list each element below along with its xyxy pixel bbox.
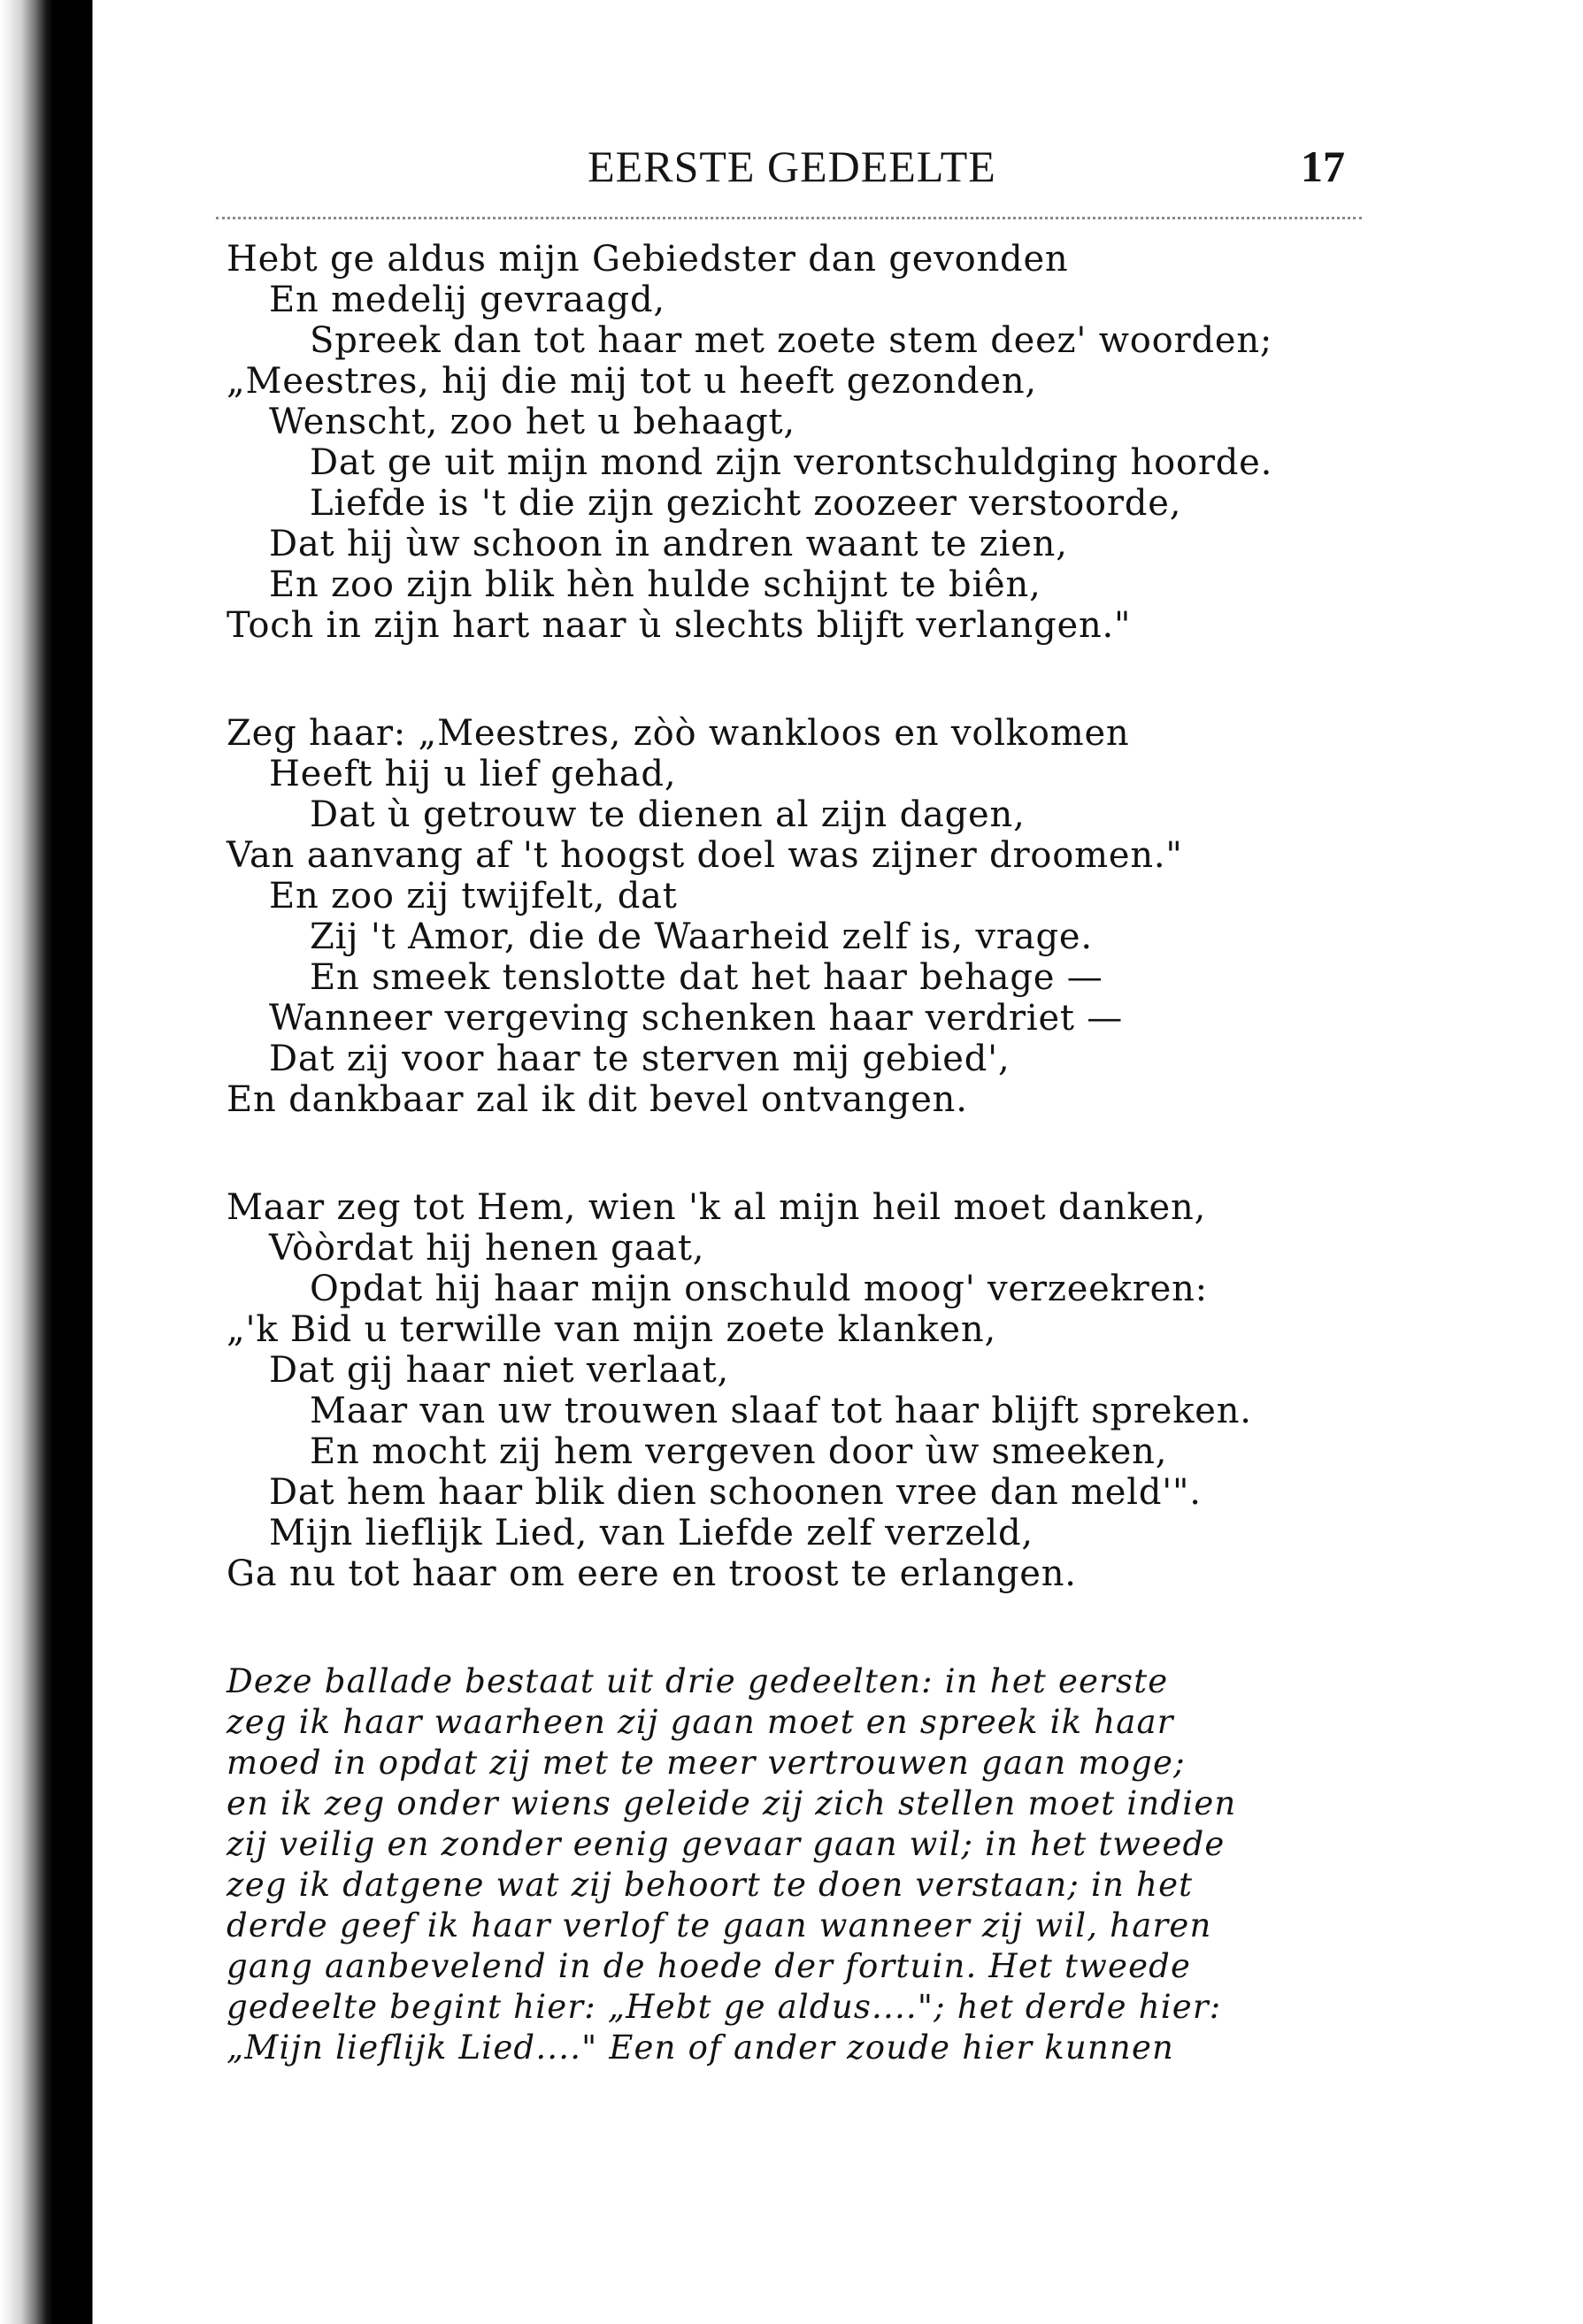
verse-line: Hebt ge aldus mijn Gebiedster dan gevonden [227, 239, 1069, 280]
verse-line: En smeek tenslotte dat het haar behage — [310, 957, 1103, 998]
verse-line: Toch in zijn hart naar ù slechts blijft verlangen." [227, 605, 1132, 646]
commentary-line: moed in opdat zij met te meer vertrouwen gaan moge; [227, 1744, 1186, 1782]
verse-line: En dankbaar zal ik dit bevel ontvangen. [227, 1079, 968, 1120]
commentary-line: zij veilig en zonder eenig gevaar gaan wil; in het tweede [227, 1825, 1226, 1863]
verse-line: En medelij gevraagd, [269, 280, 665, 320]
verse-line: Maar zeg tot Hem, wien 'k al mijn heil moet danken, [227, 1187, 1207, 1228]
verse-line: En zoo zij twijfelt, dat [269, 876, 678, 917]
verse-line: „'k Bid u terwille van mijn zoete klanken, [227, 1309, 996, 1350]
poem [227, 239, 1377, 1594]
page-number: 17 [1301, 142, 1345, 191]
commentary-line: zeg ik haar waarheen zij gaan moet en spreek ik haar [227, 1703, 1174, 1741]
verse-line: Dat hij ùw schoon in andren waant te zien, [269, 524, 1068, 564]
running-title: EERSTE GEDEELTE [588, 142, 996, 191]
verse-line: Heeft hij u lief gehad, [269, 754, 677, 794]
stanza [227, 713, 1377, 1120]
verse-line: Ga nu tot haar om eere en troost te erlangen. [227, 1553, 1077, 1594]
commentary-line: zeg ik datgene wat zij behoort te doen verstaan; in het [227, 1866, 1194, 1904]
verse-line: Opdat hij haar mijn onschuld moog' verzeekren: [310, 1269, 1208, 1309]
page-content [227, 239, 1377, 2068]
prose-commentary [227, 1661, 1359, 2068]
verse-line: Vòòrdat hij henen gaat, [269, 1228, 705, 1269]
running-header [221, 140, 1363, 202]
verse-line: En mocht zij hem vergeven door ùw smeeken, [310, 1431, 1168, 1472]
verse-line: Wanneer vergeving schenken haar verdriet — [269, 998, 1124, 1039]
binding-edge [0, 0, 106, 2324]
commentary-line: en ik zeg onder wiens geleide zij zich stellen moet indien [227, 1784, 1237, 1822]
verse-line: Dat zij voor haar te sterven mij gebied', [269, 1039, 1011, 1079]
header-rule [216, 217, 1362, 219]
verse-line: Dat gij haar niet verlaat, [269, 1350, 729, 1391]
verse-line: Maar van uw trouwen slaaf tot haar blijft spreken. [310, 1391, 1252, 1431]
commentary-line: Deze ballade bestaat uit drie gedeelten: in het eerste [227, 1662, 1169, 1700]
stanza [227, 1187, 1377, 1594]
commentary-line: gang aanbevelend in de hoede der fortuin. Het tweede [227, 1947, 1192, 1985]
verse-line: Dat hem haar blik dien schoonen vree dan meld'". [269, 1472, 1202, 1513]
verse-line: „Meestres, hij die mij tot u heeft gezonden, [227, 361, 1037, 402]
verse-line: Liefde is 't die zijn gezicht zoozeer verstoorde, [310, 483, 1182, 524]
stanza [227, 239, 1377, 646]
verse-line: Dat ù getrouw te dienen al zijn dagen, [310, 794, 1026, 835]
verse-line: Wenscht, zoo het u behaagt, [269, 402, 795, 442]
verse-line: Mijn lieflijk Lied, van Liefde zelf verzeld, [269, 1513, 1034, 1553]
commentary-line: derde geef ik haar verlof te gaan wanneer zij wil, haren [227, 1906, 1212, 1944]
commentary-line: „Mijn lieflijk Lied...." Een of ander zoude hier kunnen [227, 2029, 1175, 2067]
verse-line: En zoo zijn blik hèn hulde schijnt te biên, [269, 564, 1041, 605]
verse-line: Dat ge uit mijn mond zijn verontschuldging hoorde. [310, 442, 1273, 483]
verse-line: Zij 't Amor, die de Waarheid zelf is, vrage. [310, 917, 1093, 957]
verse-line: Van aanvang af 't hoogst doel was zijner droomen." [227, 835, 1183, 876]
commentary-line: gedeelte begint hier: „Hebt ge aldus...."; het derde hier: [227, 1988, 1222, 2026]
verse-line: Spreek dan tot haar met zoete stem deez' woorden; [310, 320, 1273, 361]
verse-line: Zeg haar: „Meestres, zòò wankloos en volkomen [227, 713, 1130, 754]
